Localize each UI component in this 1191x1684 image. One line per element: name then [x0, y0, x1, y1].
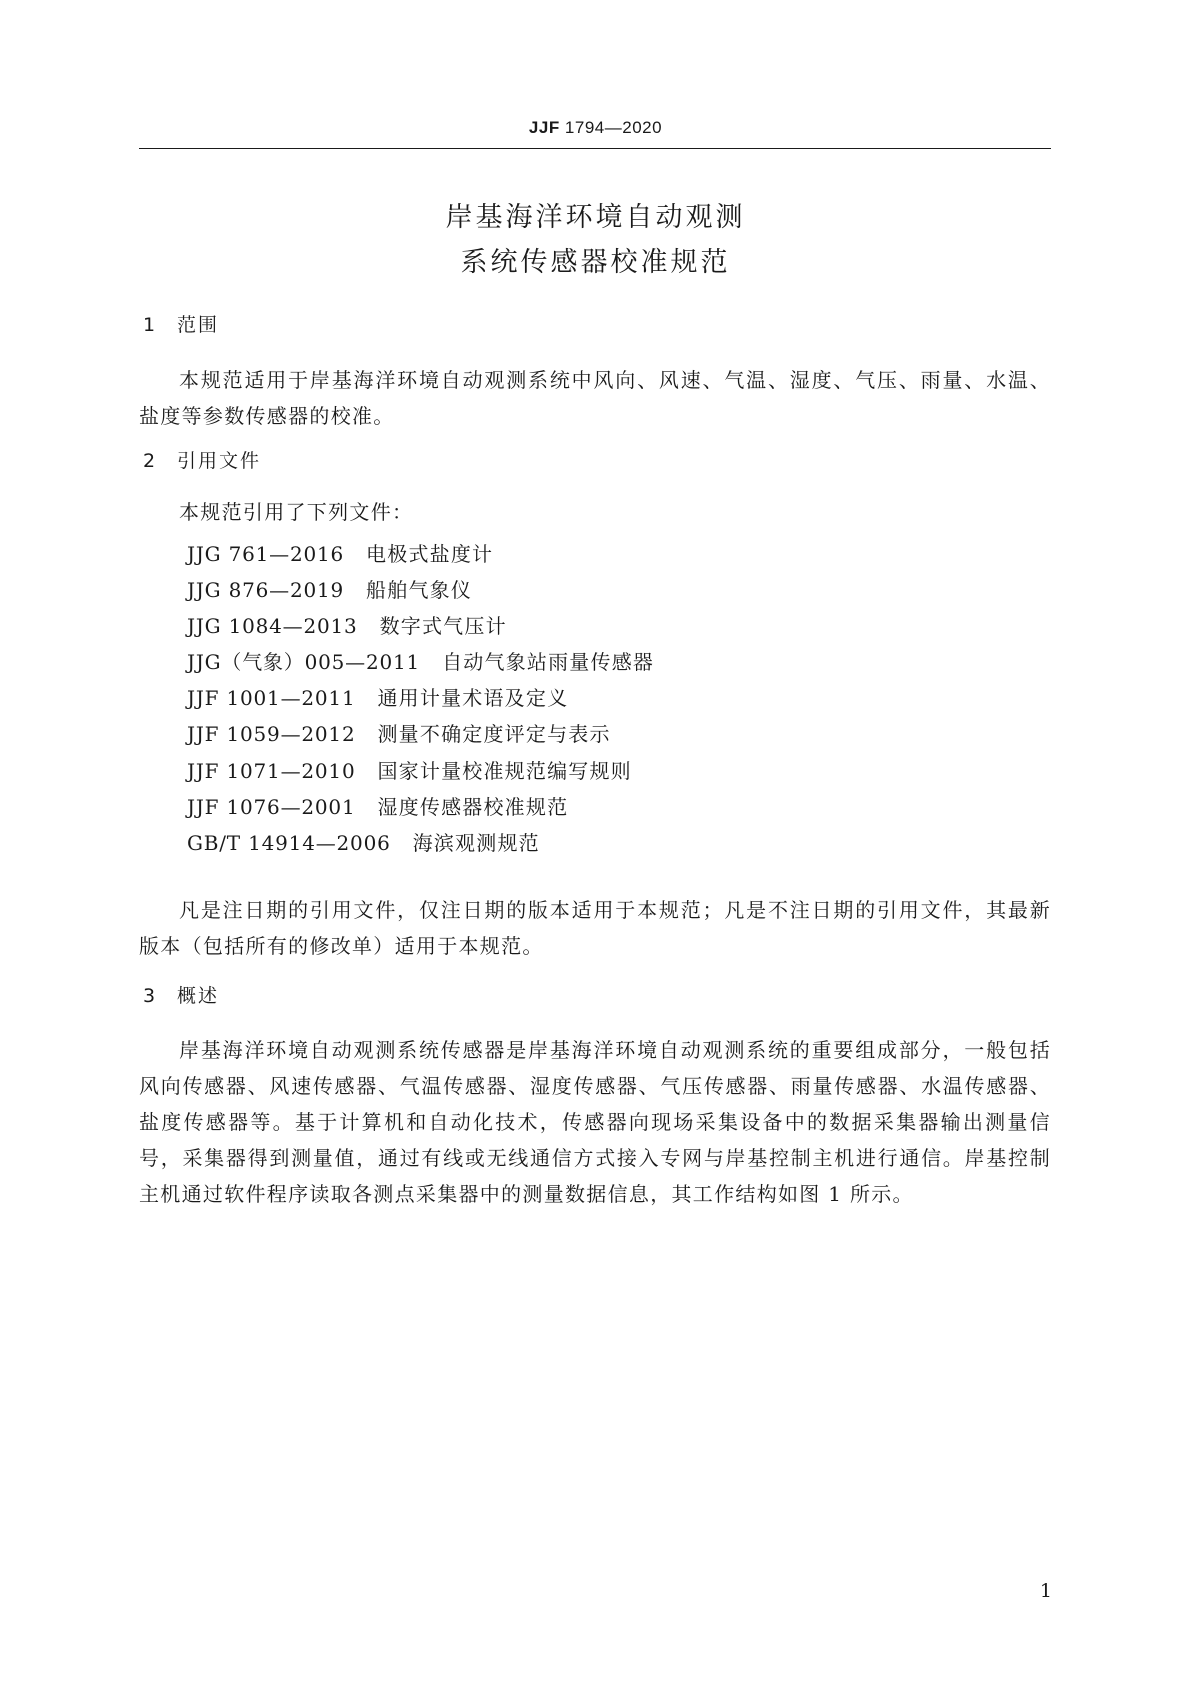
reference-code: JJF 1076—2001	[187, 794, 356, 819]
page-number: 1	[1039, 1580, 1052, 1602]
reference-code: JJG 876—2019	[187, 578, 345, 603]
reference-title: 海滨观测规范	[412, 830, 540, 855]
scope-paragraph: 本规范适用于岸基海洋环境自动观测系统中风向、风速、气温、湿度、气压、雨量、水温、盐度等参数传感器的校准。	[139, 368, 1051, 428]
document-title-line-1: 岸基海洋环境自动观测	[445, 202, 746, 233]
section-title: 范围	[177, 314, 220, 336]
reference-item	[187, 753, 654, 789]
reference-list	[187, 536, 654, 861]
section-number: 3	[143, 985, 158, 1007]
reference-item	[187, 789, 654, 825]
reference-code: JJG 1084—2013	[187, 614, 358, 639]
reference-title: 国家计量校准规范编写规则	[377, 758, 632, 783]
reference-code: JJF 1071—2010	[187, 758, 356, 783]
document-code-number: 1794—2020	[559, 118, 663, 137]
reference-item	[187, 825, 654, 861]
reference-code: JJG 761—2016	[187, 542, 345, 566]
reference-item	[187, 716, 654, 752]
reference-title: 数字式气压计	[379, 614, 507, 639]
document-title-line-2: 系统传感器校准规范	[460, 247, 731, 278]
overview-paragraph: 岸基海洋环境自动观测系统传感器是岸基海洋环境自动观测系统的重要组成部分，一般包括风向传感器、风速传感器、气温传感器、湿度传感器、气压传感器、雨量传感器、水温传感器、盐度传感器等。基于计算机和自动化技术，传感器向现场采集设备中的数据采集器输出测量信号，采集器得到测量值，通过有线或无线通信方式接入专网与岸基控制主机进行通信。岸基控制主机通过软件程序读取各测点采集器中的测量数据信息，其工作结构如图 1 所示。	[139, 1038, 1051, 1206]
document-code-prefix: JJF	[528, 118, 560, 137]
reference-title: 测量不确定度评定与表示	[377, 722, 611, 747]
document-code	[0, 118, 1191, 138]
reference-code: JJG（气象）005—2011	[187, 650, 421, 675]
reference-item	[187, 572, 654, 608]
section-number: 2	[143, 450, 158, 472]
reference-code: JJF 1001—2011	[187, 686, 356, 711]
section-1-heading	[143, 312, 219, 338]
references-note: 凡是注日期的引用文件，仅注日期的版本适用于本规范；凡是不注日期的引用文件，其最新版本（包括所有的修改单）适用于本规范。	[139, 898, 1051, 958]
reference-item	[187, 536, 654, 572]
reference-item	[187, 644, 654, 680]
reference-code: GB/T 14914—2006	[187, 830, 391, 855]
section-2-heading	[143, 448, 261, 474]
reference-item	[187, 608, 654, 644]
reference-title: 船舶气象仪	[366, 578, 473, 603]
header-rule	[139, 148, 1051, 149]
reference-title: 自动气象站雨量传感器	[442, 650, 655, 675]
reference-code: JJF 1059—2012	[187, 722, 356, 747]
reference-title: 电极式盐度计	[366, 542, 494, 566]
section-title: 概述	[177, 985, 220, 1007]
section-number: 1	[143, 314, 158, 336]
section-title: 引用文件	[177, 450, 262, 472]
references-intro: 本规范引用了下列文件：	[179, 500, 414, 524]
section-3-heading	[143, 983, 219, 1009]
reference-item	[187, 680, 654, 716]
reference-title: 通用计量术语及定义	[377, 686, 569, 711]
reference-title: 湿度传感器校准规范	[377, 794, 569, 819]
